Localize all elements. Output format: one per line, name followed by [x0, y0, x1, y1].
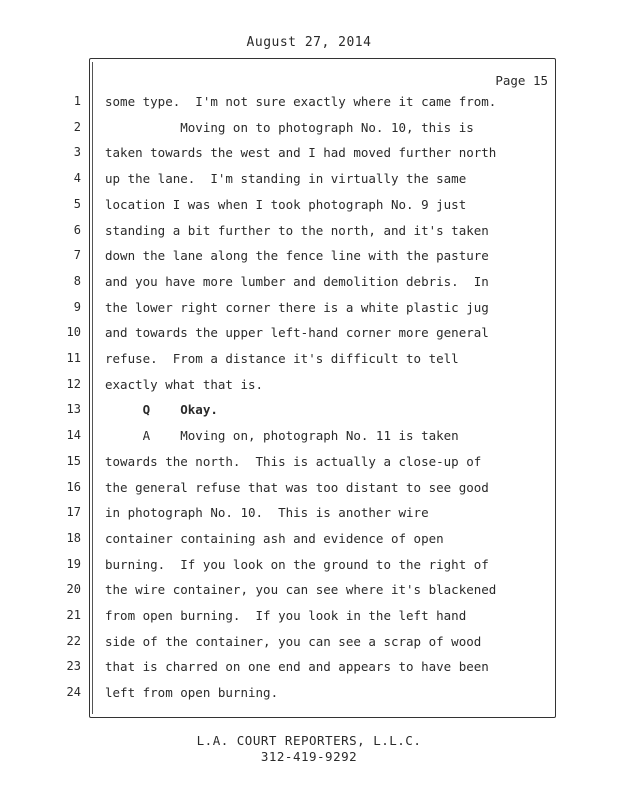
line-number: 22 — [66, 633, 81, 648]
footer-company: L.A. COURT REPORTERS, L.L.C. — [196, 733, 422, 748]
line-number: 24 — [66, 685, 81, 700]
line-text: and you have more lumber and demolition debris. In — [105, 273, 489, 289]
line-number: 7 — [73, 248, 81, 263]
line-text: the general refuse that was too distant to see good — [105, 479, 489, 495]
line-text: up the lane. I'm standing in virtually the same — [105, 171, 467, 187]
line-text: in photograph No. 10. This is another wire — [105, 505, 429, 521]
line-number: 17 — [66, 505, 81, 520]
line-text: from open burning. If you look in the left hand — [105, 608, 467, 623]
line-text: exactly what that is. — [105, 376, 264, 392]
line-text: towards the north. This is actually a close-up of — [105, 453, 482, 469]
header-date: August 27, 2014 — [246, 35, 372, 50]
line-text: and towards the upper left-hand corner more general — [105, 325, 489, 341]
line-text: standing a bit further to the north, and it's taken — [105, 222, 489, 238]
line-text: Moving on to photograph No. 10, this is — [105, 119, 474, 135]
line-text: that is charred on one end and appears to have been — [105, 659, 489, 675]
line-number: 8 — [73, 273, 81, 288]
line-text: A Moving on, photograph No. 11 is taken — [105, 428, 459, 444]
line-number: 1 — [73, 94, 81, 108]
line-text: refuse. From a distance it's difficult to tell — [105, 351, 459, 366]
line-number: 4 — [73, 171, 81, 186]
line-number: 20 — [66, 582, 81, 597]
line-text: side of the container, you can see a scrap of wood — [105, 633, 482, 649]
line-number: 21 — [66, 608, 81, 622]
line-text: the wire container, you can see where it's blackened — [105, 582, 497, 598]
line-number: 14 — [66, 428, 81, 443]
line-number: 13 — [66, 402, 81, 417]
line-text: container containing ash and evidence of open — [105, 530, 444, 546]
footer-phone: 312-419-9292 — [260, 749, 358, 764]
line-number: 9 — [73, 299, 81, 314]
line-number: 3 — [73, 145, 81, 160]
line-number: 2 — [73, 119, 81, 134]
line-text: the lower right corner there is a white plastic jug — [105, 299, 489, 315]
line-number: 5 — [73, 196, 81, 211]
left-margin-rule — [92, 62, 93, 714]
line-number: 15 — [66, 453, 81, 468]
line-number: 10 — [66, 325, 81, 340]
line-text: down the lane along the fence line with the pasture — [105, 248, 489, 264]
line-number: 23 — [66, 659, 81, 674]
page-number: Page 15 — [495, 73, 548, 88]
line-text: taken towards the west and I had moved further north — [105, 145, 497, 161]
line-number: 19 — [66, 556, 81, 571]
line-text: some type. I'm not sure exactly where it came from. — [105, 94, 497, 109]
line-text: burning. If you look on the ground to the right of — [105, 556, 489, 572]
line-number: 11 — [66, 351, 81, 365]
line-text: location I was when I took photograph No. 9 just — [105, 196, 467, 212]
line-text: left from open burning. — [105, 685, 279, 701]
line-number: 12 — [66, 376, 81, 391]
line-number: 18 — [66, 530, 81, 545]
line-text: Q Okay. — [105, 402, 218, 418]
line-number: 16 — [66, 479, 81, 494]
line-number: 6 — [73, 222, 81, 237]
